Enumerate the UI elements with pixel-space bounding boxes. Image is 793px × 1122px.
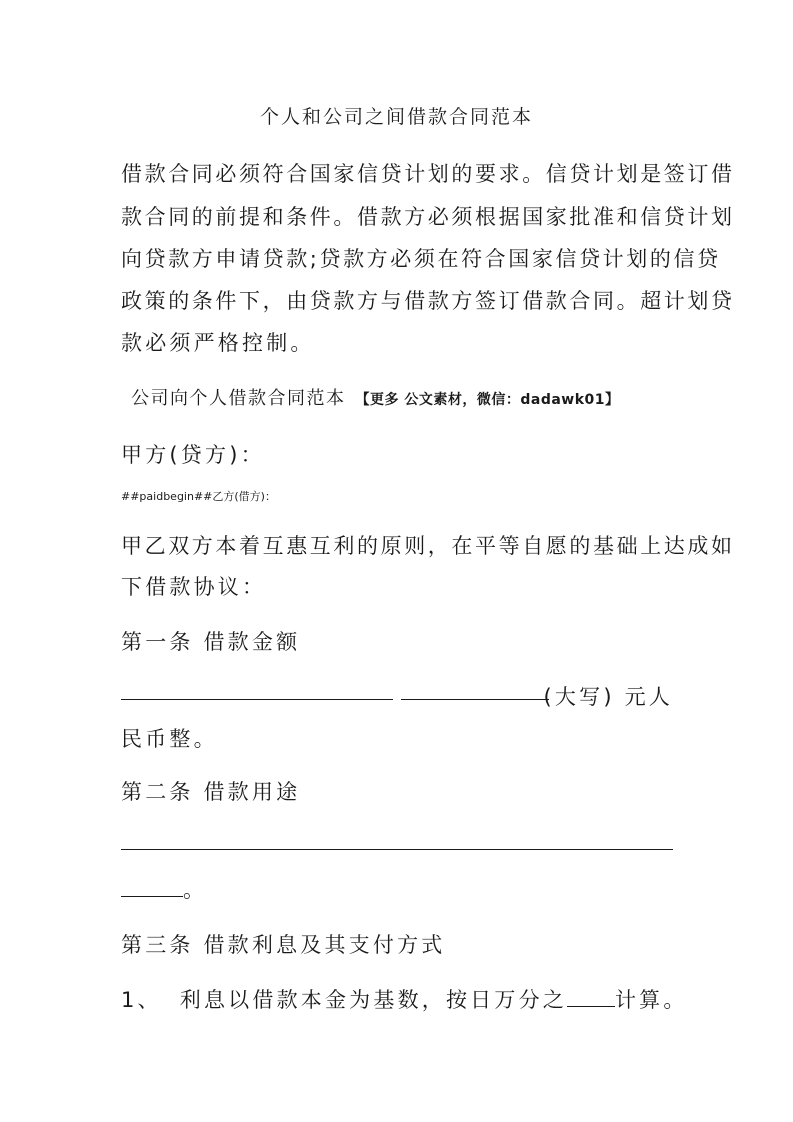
article1-amount-line	[121, 681, 673, 709]
article1-heading: 第一条 借款金额	[121, 630, 301, 654]
agreement-line-2: 下借款协议：	[121, 575, 267, 599]
amount-blank-1[interactable]	[121, 681, 393, 700]
amount-blank-2[interactable]	[401, 681, 549, 700]
intro-line-5: 款必须严格控制。	[121, 331, 315, 355]
intro-line-4: 政策的条件下，由贷款方与借款方签订借款合同。超计划贷	[121, 289, 735, 313]
subtitle-text: 公司向个人借款合同范本	[131, 388, 346, 409]
item1-text-b: 计算。	[614, 988, 688, 1012]
intro-line-2: 款合同的前提和条件。借款方必须根据国家批准和信贷计划	[121, 205, 735, 229]
intro-line-3: 向贷款方申请贷款;贷款方必须在符合国家信贷计划的信贷	[121, 247, 721, 271]
article3-heading: 第三条 借款利息及其支付方式	[121, 933, 446, 957]
subtitle	[131, 384, 620, 410]
intro-line-1: 借款合同必须符合国家信贷计划的要求。信贷计划是签订借	[121, 162, 735, 186]
article2-period: 。	[183, 878, 208, 902]
article2-tail-line	[121, 874, 207, 904]
agreement-line-1: 甲乙双方本着互惠互利的原则，在平等自愿的基础上达成如	[121, 534, 735, 558]
article3-item-1	[121, 984, 688, 1014]
party-a-label: 甲方(贷方)：	[121, 443, 265, 467]
purpose-blank-line[interactable]	[121, 849, 673, 850]
party-b-label: ##paidbegin##乙方(借方)：	[121, 490, 276, 503]
item1-number: 1、	[121, 988, 162, 1012]
document-title: 个人和公司之间借款合同范本	[259, 106, 533, 128]
amount-suffix: (大写) 元人	[543, 685, 673, 709]
purpose-blank-short[interactable]	[121, 878, 183, 897]
item1-text-a: 利息以借款本金为基数，按日万分之	[179, 988, 567, 1012]
interest-rate-blank[interactable]	[567, 988, 615, 1007]
article1-tail: 民币整。	[121, 727, 218, 751]
article2-heading: 第二条 借款用途	[121, 780, 301, 804]
subtitle-note: 【更多 公文素材，微信：dadawk01】	[355, 392, 620, 408]
